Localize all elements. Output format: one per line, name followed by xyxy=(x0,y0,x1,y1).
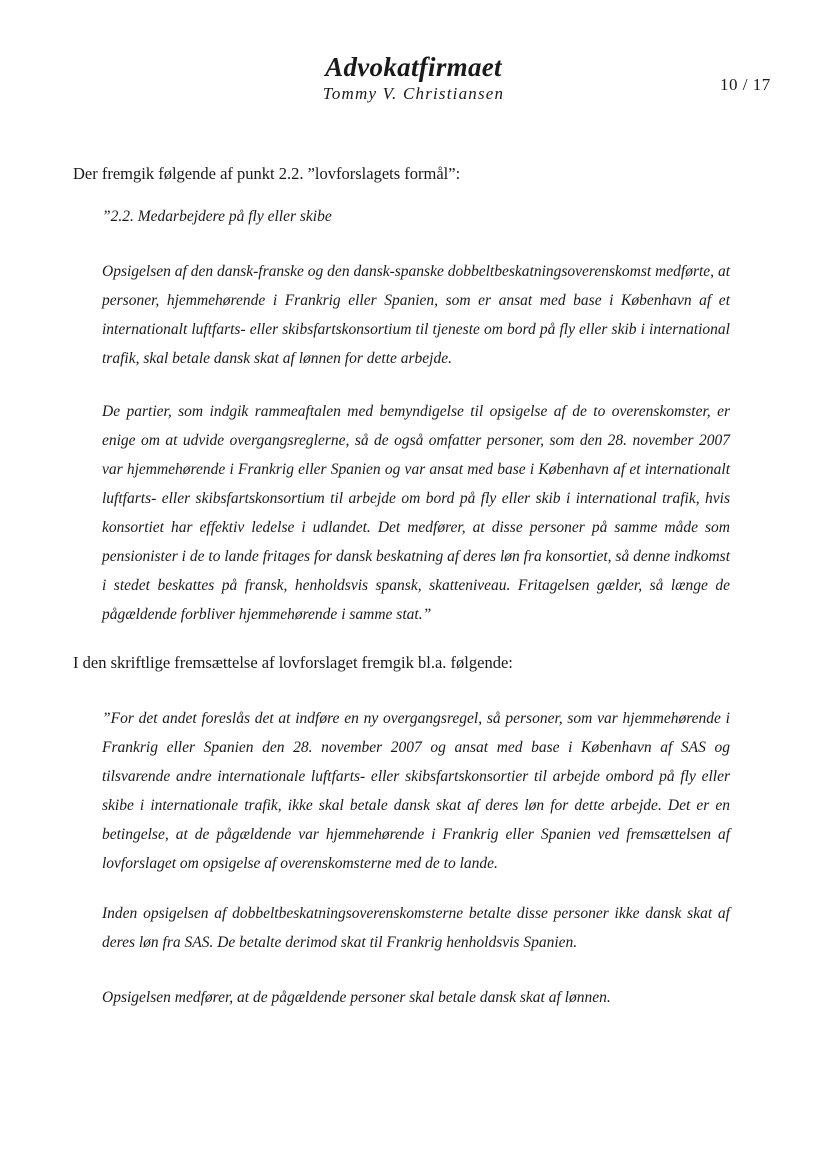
intro-paragraph-1: Der fremgik følgende af punkt 2.2. ”lovforslagets formål”: xyxy=(73,164,461,183)
firm-owner: Tommy V. Christiansen xyxy=(322,84,505,103)
quote-heading: ”2.2. Medarbejdere på fly eller skibe xyxy=(102,208,332,225)
page-number: 10 / 17 xyxy=(720,75,771,94)
quote-paragraph-3: ”For det andet foreslås det at indføre en ny overgangsregel, så personer, som var hjemmehørende i Frankrig eller Spanien den 28. november 2007 og ansat med base i København af SAS og tilsvarende andre internationale luftfarts- eller skibsfartskonsortier til arbejde ombord på fly eller skibe i internationale trafik, ikke skal betale dansk skat af deres løn for dette arbejde. Det er en betingelse, at de pågældende var hjemmehørende i Frankrig eller Spanien ved fremsættelsen af lovforslaget om opsigelse af overenskomsterne med de to lande. xyxy=(102,710,730,872)
quote-paragraph-5: Opsigelsen medfører, at de pågældende personer skal betale dansk skat af lønnen. xyxy=(102,989,611,1006)
quote-paragraph-2: De partier, som indgik rammeaftalen med bemyndigelse til opsigelse af de to overenskomster, er enige om at udvide overgangsreglerne, så de også omfatter personer, som den 28. november 2007 var hjemmehørende i Frankrig eller Spanien og var ansat med base i København af et internationalt luftfarts- eller skibsfartskonsortium til arbejde om bord på fly eller skib i international trafik, hvis konsortiet har effektiv ledelse i udlandet. Det medfører, at disse personer på samme måde som pensionister i de to lande fritages for dansk beskatning af deres løn fra konsortiet, så denne indkomst i stedet beskattes på fransk, henholdsvis spansk, skatteniveau. Fritagelsen gælder, så længe de pågældende forbliver hjemmehørende i samme stat.” xyxy=(102,403,730,623)
firm-name: Advokatfirmaet xyxy=(325,52,502,82)
letterhead xyxy=(0,52,827,104)
intro-paragraph-2: I den skriftlige fremsættelse af lovforslaget fremgik bl.a. følgende: xyxy=(73,653,513,672)
quote-paragraph-1: Opsigelsen af den dansk-franske og den dansk-spanske dobbeltbeskatningsoverenskomst medførte, at personer, hjemmehørende i Frankrig eller Spanien, som er ansat med base i København af et internationalt luftfarts- eller skibsfartskonsortium til tjeneste om bord på fly eller skib i international trafik, skal betale dansk skat af lønnen for dette arbejde. xyxy=(102,263,730,367)
quote-paragraph-4: Inden opsigelsen af dobbeltbeskatningsoverenskomsterne betalte disse personer ikke dansk skat af deres løn fra SAS. De betalte derimod skat til Frankrig henholdsvis Spanien. xyxy=(102,905,730,951)
